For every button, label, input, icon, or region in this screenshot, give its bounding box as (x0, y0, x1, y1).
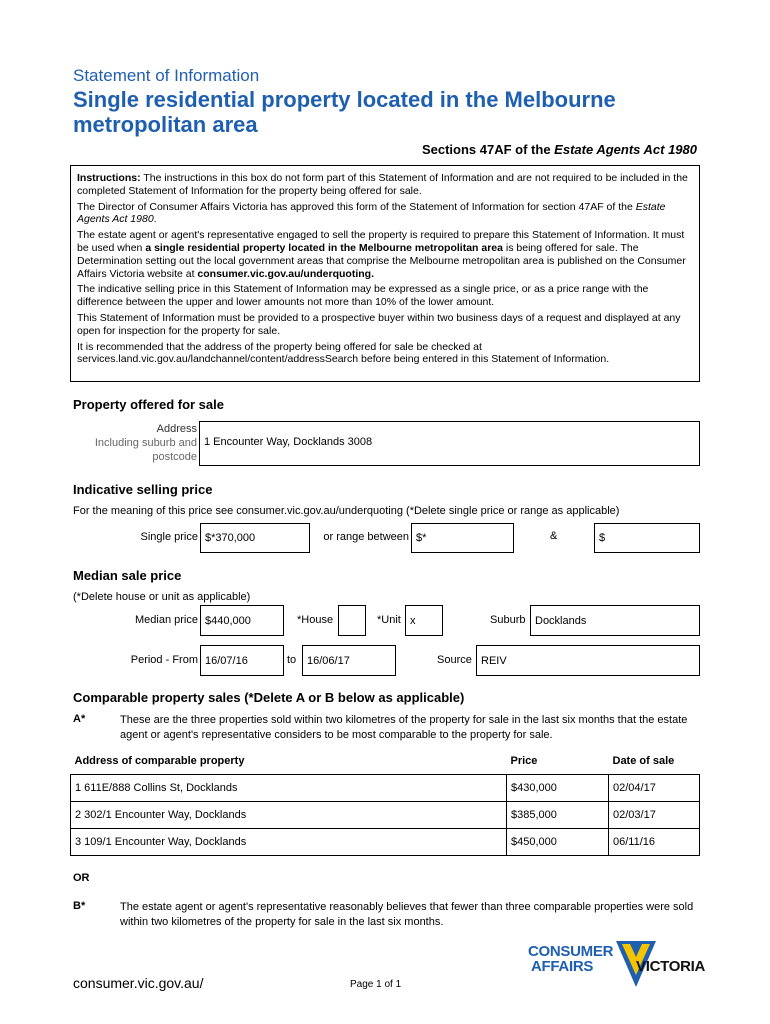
suburb-field[interactable]: Docklands (530, 605, 700, 636)
table-row (71, 802, 700, 829)
title-line-1: Single residential property located in the Melbourne (73, 87, 616, 112)
unit-label: *Unit (377, 614, 401, 626)
row-date[interactable]: 06/11/16 (609, 829, 700, 856)
overline: Statement of Information (73, 66, 260, 85)
house-label: *House (297, 614, 334, 626)
row-address[interactable]: 3 109/1 Encounter Way, Docklands (71, 829, 507, 856)
median-price-label: Median price (135, 614, 198, 626)
col-date-header: Date of sale (612, 755, 675, 767)
range-label: or range between (323, 531, 409, 543)
section-ref-prefix: Sections 47AF of the (421, 142, 555, 157)
period-to-field[interactable]: 16/06/17 (302, 645, 396, 676)
logo-line-2b: VICTORIA (636, 958, 705, 975)
instructions-p6: It is recommended that the address of the property being offered for sale be checked at services.land.vic.gov.au/landchannel/content/addressSearch before being entered in this Statement of Information. (77, 340, 610, 366)
option-b-text: The estate agent or agent's representative reasonably believes that fewer than three comparable properties were sold within two kilometres of the property for sale in the last six months. (120, 901, 694, 928)
comparable-header-row (71, 752, 700, 775)
suburb-label: Suburb (490, 614, 526, 626)
col-price-header: Price (510, 755, 538, 767)
row-price[interactable]: $385,000 (507, 802, 609, 829)
address-label-line1: Address (156, 423, 197, 435)
period-from-field[interactable]: 16/07/16 (200, 645, 284, 676)
title-line-2: metropolitan area (73, 112, 258, 137)
single-price-label: Single price (140, 531, 198, 543)
col-address-header: Address of comparable property (74, 755, 245, 767)
section-ref-act: Estate Agents Act 1980 (554, 142, 697, 157)
section-reference (422, 142, 697, 157)
logo-line-1: CONSUMER (528, 943, 614, 960)
row-date[interactable]: 02/03/17 (609, 802, 700, 829)
table-row (71, 775, 700, 802)
house-field[interactable] (338, 605, 366, 636)
comparable-table (70, 752, 700, 856)
period-to-label: to (287, 654, 297, 666)
median-price-field[interactable]: $440,000 (200, 605, 284, 636)
or-separator: OR (73, 872, 90, 884)
range-low-field[interactable]: $* (411, 523, 514, 553)
row-price[interactable]: $430,000 (507, 775, 609, 802)
instructions-p2: The Director of Consumer Affairs Victoria has approved this form of the Statement of Information for section 47AF of the Estate Agents Act 1980. (77, 200, 666, 226)
source-label: Source (437, 654, 472, 666)
logo-line-2a: AFFAIRS (531, 958, 594, 975)
row-price[interactable]: $450,000 (507, 829, 609, 856)
address-label-line3: postcode (152, 451, 197, 463)
address-label-line2: Including suburb and (94, 437, 197, 449)
property-heading: Property offered for sale (73, 397, 224, 412)
ampersand: & (550, 530, 558, 542)
row-address[interactable]: 1 611E/888 Collins St, Docklands (71, 775, 507, 802)
unit-field[interactable]: x (405, 605, 443, 636)
period-label: Period - From (130, 654, 198, 666)
source-field[interactable]: REIV (476, 645, 700, 676)
indicative-note: For the meaning of this price see consumer.vic.gov.au/underquoting (*Delete single price or range as applicable) (73, 505, 620, 517)
page-title (73, 87, 616, 137)
median-note: (*Delete house or unit as applicable) (73, 591, 251, 603)
instructions-p1: Instructions: The instructions in this box do not form part of this Statement of Information and are not required to be included in the completed Statement of Information for the property being offered for sale. (77, 172, 688, 197)
address-label (70, 422, 197, 464)
instructions-p4: The indicative selling price in this Statement of Information may be expressed as a single price, or as a price range with the difference between the upper and lower amounts not more than 10% of the lower amount. (77, 283, 649, 309)
consumer-affairs-victoria-logo (528, 941, 703, 993)
option-a-text: These are the three properties sold within two kilometres of the property for sale in the last six months that the estate agent or agent's representative considers to be most comparable to the property for sale. (120, 714, 688, 741)
instructions-p3: The estate agent or agent's representative engaged to sell the property is required to prepare this Statement of Information. It must be used when a single residential property located in the Melbourne metropolitan area is being offered for sale. The Determination setting out the local government areas that comprise the Melbourne metropolitan area is published on the Consumer Affairs Victoria website at consumer.vic.gov.au/underquoting. (77, 229, 686, 280)
row-date[interactable]: 02/04/17 (609, 775, 700, 802)
option-a-marker: A* (73, 713, 86, 725)
option-b-marker: B* (73, 900, 86, 912)
footer-url[interactable]: consumer.vic.gov.au/ (73, 975, 204, 991)
comparable-heading: Comparable property sales (*Delete A or B below as applicable) (73, 690, 465, 705)
instructions-p5: This Statement of Information must be provided to a prospective buyer within two business days of a request and displayed at any open for inspection for the property for sale. (77, 311, 681, 337)
instructions-box (70, 165, 700, 382)
median-heading: Median sale price (73, 568, 182, 583)
single-price-field[interactable]: $*370,000 (200, 523, 310, 553)
table-row (71, 829, 700, 856)
page-number: Page 1 of 1 (350, 979, 402, 990)
address-field[interactable]: 1 Encounter Way, Docklands 3008 (199, 421, 700, 466)
row-address[interactable]: 2 302/1 Encounter Way, Docklands (71, 802, 507, 829)
indicative-heading: Indicative selling price (73, 482, 213, 497)
range-high-field[interactable]: $ (594, 523, 700, 553)
